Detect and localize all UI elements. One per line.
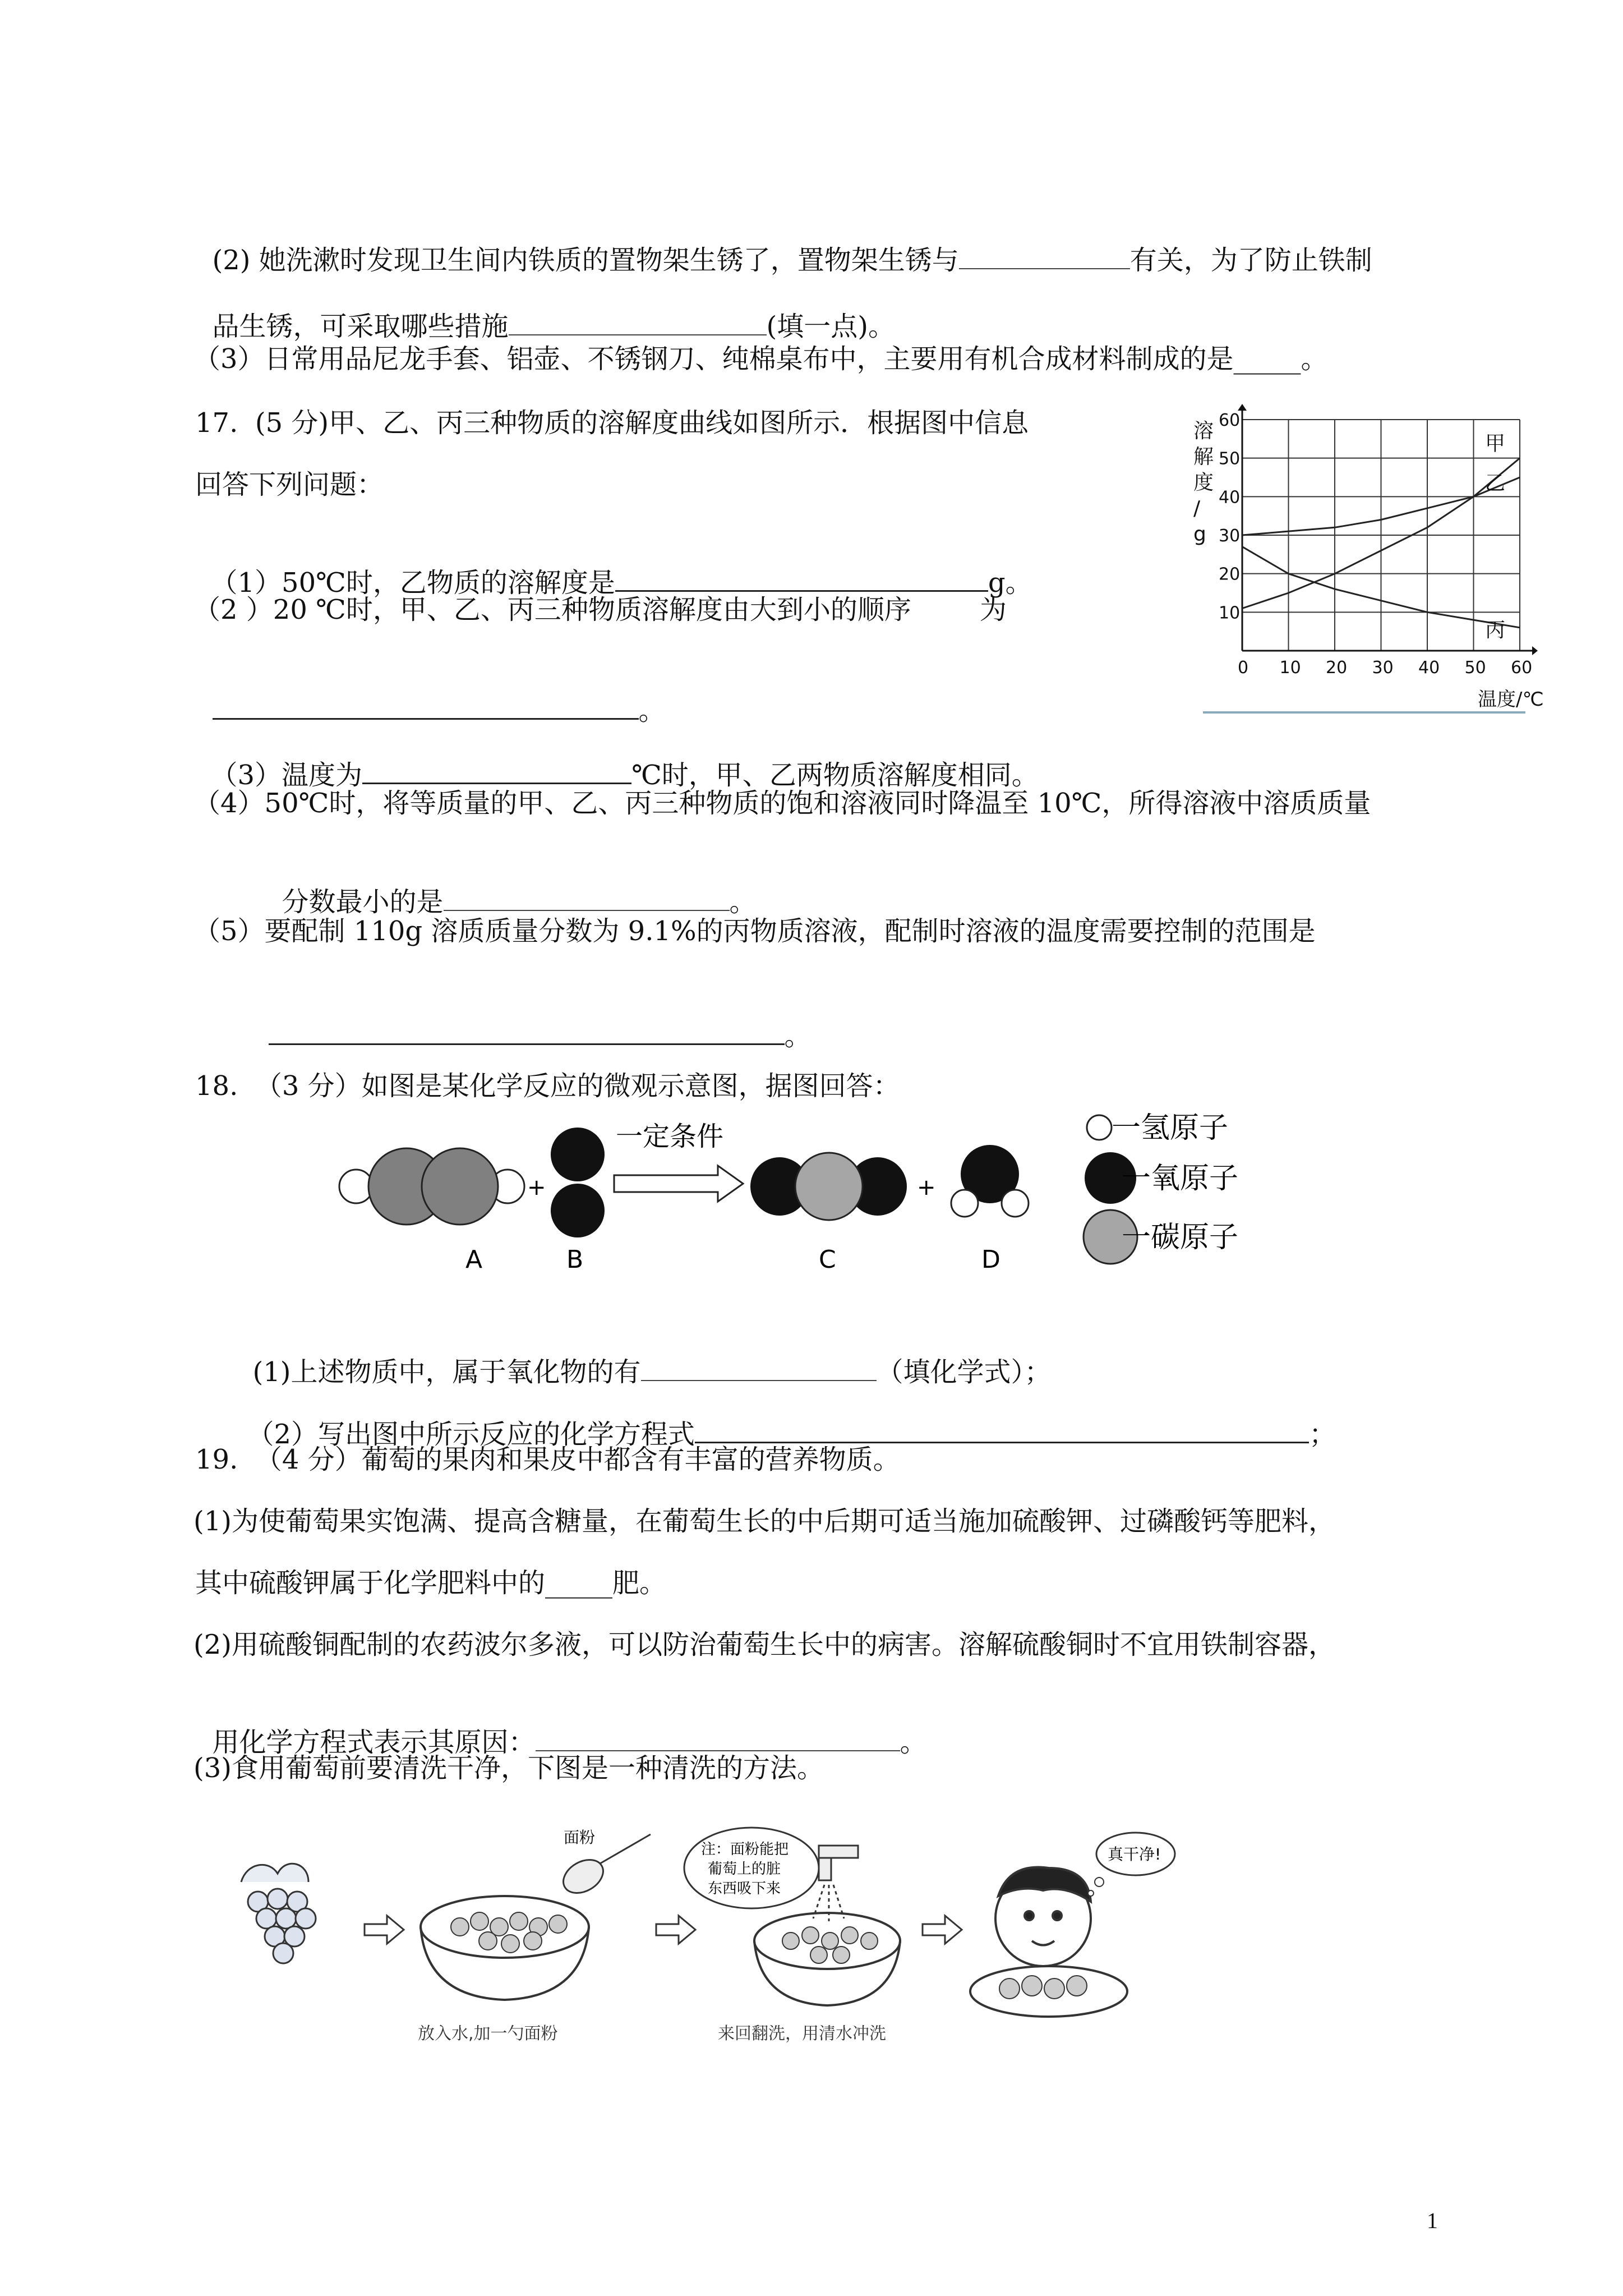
answer-blank[interactable] <box>641 1354 877 1381</box>
y-axis-label-char: 溶 <box>1193 420 1214 443</box>
chart-grid <box>1242 420 1520 651</box>
q18-s1-text: (1)上述物质中，属于氧化物的有 <box>252 1356 641 1388</box>
answer-blank[interactable] <box>444 884 730 911</box>
q17-stem: 17. (5 分)甲、乙、丙三种物质的溶解度曲线如图所示．根据图中信息 <box>195 407 1029 439</box>
molecule-a <box>339 1148 524 1225</box>
arrow-icon <box>656 1916 695 1944</box>
q18-stem: 18. （3 分）如图是某化学反应的微观示意图，据图回答： <box>195 1070 900 1102</box>
molecule-b <box>551 1128 605 1237</box>
grape-bunch-icon <box>241 1864 316 1963</box>
q19-s2-text-b: 用化学方程式表示其原因： <box>212 1727 536 1758</box>
q17-s4: （4）50℃时，将等质量的甲、乙、丙三种物质的饱和溶液同时降温至 10℃，所得溶液中溶质质量 <box>193 788 1371 819</box>
label-b: B <box>566 1245 584 1274</box>
answer-blank[interactable] <box>362 757 631 784</box>
legend-oxygen: 一氧原子 <box>1122 1162 1239 1195</box>
legend-hydrogen: 一氢原子 <box>1112 1111 1229 1145</box>
answer-blank[interactable] <box>269 1018 785 1045</box>
q19-s2: (2)用硫酸铜配制的农药波尔多液，可以防治葡萄生长中的病害。溶解硫酸铜时不宜用铁制容器， <box>193 1629 1335 1660</box>
series-label: 丙 <box>1485 618 1506 642</box>
y-tick-label: 20 <box>1219 564 1241 585</box>
q17-s1-text: （1）50℃时，乙物质的溶解度是 <box>210 567 615 599</box>
q17-s5-end: 。 <box>784 1020 811 1052</box>
q17-s3-text-b: ℃时，甲、乙两物质溶解度相同。 <box>631 760 1039 791</box>
q17-s2: （2 ）20 ℃时，甲、乙、丙三种物质溶解度由大到小的顺序 为 <box>193 594 1007 625</box>
x-tick-label: 30 <box>1372 658 1394 678</box>
y-tick-label: 60 <box>1219 411 1241 430</box>
q17-s4-text-b: 分数最小的是 <box>282 886 444 918</box>
arrow-icon <box>365 1916 404 1944</box>
x-axis-label: 温度/℃ <box>1478 688 1544 711</box>
q19-s3: (3)食用葡萄前要清洗干净，下图是一种清洗的方法。 <box>193 1752 824 1784</box>
q17-s3-text: （3）温度为 <box>210 760 363 791</box>
q18-s1-text-b: （填化学式）； <box>876 1356 1052 1388</box>
x-tick-label: 10 <box>1279 658 1301 678</box>
y-tick-label: 40 <box>1219 487 1241 508</box>
q17-s1 <box>193 528 1032 601</box>
note-line-3: 东西吸下来 <box>708 1880 781 1897</box>
q16-line2 <box>195 273 895 344</box>
bowl-icon <box>421 1896 589 2000</box>
q17-s4-line2 <box>265 848 757 920</box>
y-axis-label <box>1193 420 1214 546</box>
q16-p2-text-c: 品生锈，可采取哪些措施 <box>212 311 509 342</box>
q16-p2-text-d: (填一点)。 <box>766 311 895 342</box>
q19-s2-end: 。 <box>900 1727 927 1758</box>
q17-s2-line2 <box>195 656 666 729</box>
answer-blank[interactable] <box>695 1416 1309 1443</box>
y-axis-label-char: g <box>1193 523 1206 546</box>
plus-sign: + <box>527 1175 546 1200</box>
boy-eating-icon <box>970 1867 1127 2017</box>
q17-s4-end: 。 <box>729 886 757 918</box>
note-cloud <box>684 1828 819 1908</box>
x-axis-arrow <box>1532 646 1538 655</box>
x-tick-label: 40 <box>1418 658 1440 678</box>
page-number: 1 <box>1427 2208 1438 2233</box>
answer-blank[interactable] <box>509 309 767 335</box>
bowl-icon <box>754 1913 900 2005</box>
q16-line1 <box>195 206 1372 278</box>
q19-s1-line2: 其中硫酸钾属于化学肥料中的_____肥。 <box>195 1567 667 1599</box>
answer-blank[interactable] <box>615 564 988 592</box>
answer-blank[interactable] <box>959 242 1130 269</box>
q18-s2-end: ； <box>1309 1419 1336 1450</box>
grape-washing-illustration <box>224 1829 1178 2087</box>
q19-s1: (1)为使葡萄果实饱满、提高含糖量，在葡萄生长的中后期可适当施加硫酸钾、过磷酸钙等肥料， <box>193 1506 1335 1537</box>
flour-label: 面粉 <box>564 1828 596 1847</box>
y-tick-label: 10 <box>1219 603 1241 623</box>
x-tick-label: 0 <box>1238 658 1249 678</box>
step2-caption: 来回翻洗，用清水冲洗 <box>718 2024 886 2044</box>
q17-s3 <box>193 721 1039 793</box>
y-axis-label-char: 解 <box>1193 445 1214 468</box>
series-label: 甲 <box>1485 432 1506 455</box>
q16-p2-text-a: (2) 她洗漱时发现卫生间内铁质的置物架生锈了，置物架生锈与 <box>212 245 959 276</box>
note-line-1: 注：面粉能把 <box>701 1841 789 1858</box>
q19-stem: 19. （4 分）葡萄的果肉和果皮中都含有丰富的营养物质。 <box>195 1444 900 1475</box>
molecule-d <box>951 1145 1029 1217</box>
q17-s5-line2 <box>251 982 811 1054</box>
y-axis-label-char: 度 <box>1193 471 1214 494</box>
faucet-icon <box>813 1846 858 1921</box>
solubility-chart <box>1189 404 1544 718</box>
q17-s1-unit: g。 <box>988 567 1032 599</box>
y-axis-arrow <box>1238 404 1247 411</box>
note-line-2: 葡萄上的脏 <box>708 1861 781 1878</box>
q18-s2-text: （2）写出图中所示反应的化学方程式 <box>247 1419 695 1450</box>
q18-s1 <box>236 1318 1052 1390</box>
answer-blank[interactable] <box>213 692 639 720</box>
q17-s5: （5）要配制 110g 溶质质量分数为 9.1%的丙物质溶液，配制时溶液的温度需要控制的范围是 <box>193 915 1316 947</box>
reaction-diagram <box>331 1111 1262 1285</box>
x-tick-label: 20 <box>1326 658 1348 678</box>
step1-caption: 放入水,加一勺面粉 <box>418 2024 558 2044</box>
series-label: 乙 <box>1485 472 1506 495</box>
q17-stem-2: 回答下列问题： <box>195 469 384 500</box>
legend-carbon: 一碳原子 <box>1122 1221 1239 1254</box>
q19-s2-line2 <box>195 1688 927 1760</box>
reaction-arrow <box>614 1121 743 1202</box>
y-tick-label: 30 <box>1219 526 1241 546</box>
q16-line3: （3）日常用品尼龙手套、铝壶、不锈钢刀、纯棉桌布中，主要用有机合成材料制成的是_____。 <box>193 343 1328 375</box>
label-a: A <box>465 1245 483 1274</box>
y-axis-label-char: / <box>1193 497 1201 520</box>
q17-s2-end: 。 <box>638 695 666 726</box>
x-tick-label: 60 <box>1511 658 1533 678</box>
speech-bubble <box>1088 1833 1175 1896</box>
plus-sign: + <box>917 1175 936 1200</box>
label-c: C <box>819 1245 836 1274</box>
label-d: D <box>981 1245 1000 1274</box>
y-tick-label: 50 <box>1219 449 1241 469</box>
q16-p2-text-b: 有关，为了防止铁制 <box>1129 245 1372 276</box>
arrow-icon <box>923 1916 962 1944</box>
arrow-condition-label: 一定条件 <box>616 1121 724 1152</box>
bubble-text: 真干净! <box>1108 1845 1161 1864</box>
molecule-c <box>750 1153 907 1220</box>
x-tick-label: 50 <box>1464 658 1486 678</box>
atom-legend <box>1083 1111 1238 1264</box>
answer-blank[interactable] <box>536 1724 900 1751</box>
